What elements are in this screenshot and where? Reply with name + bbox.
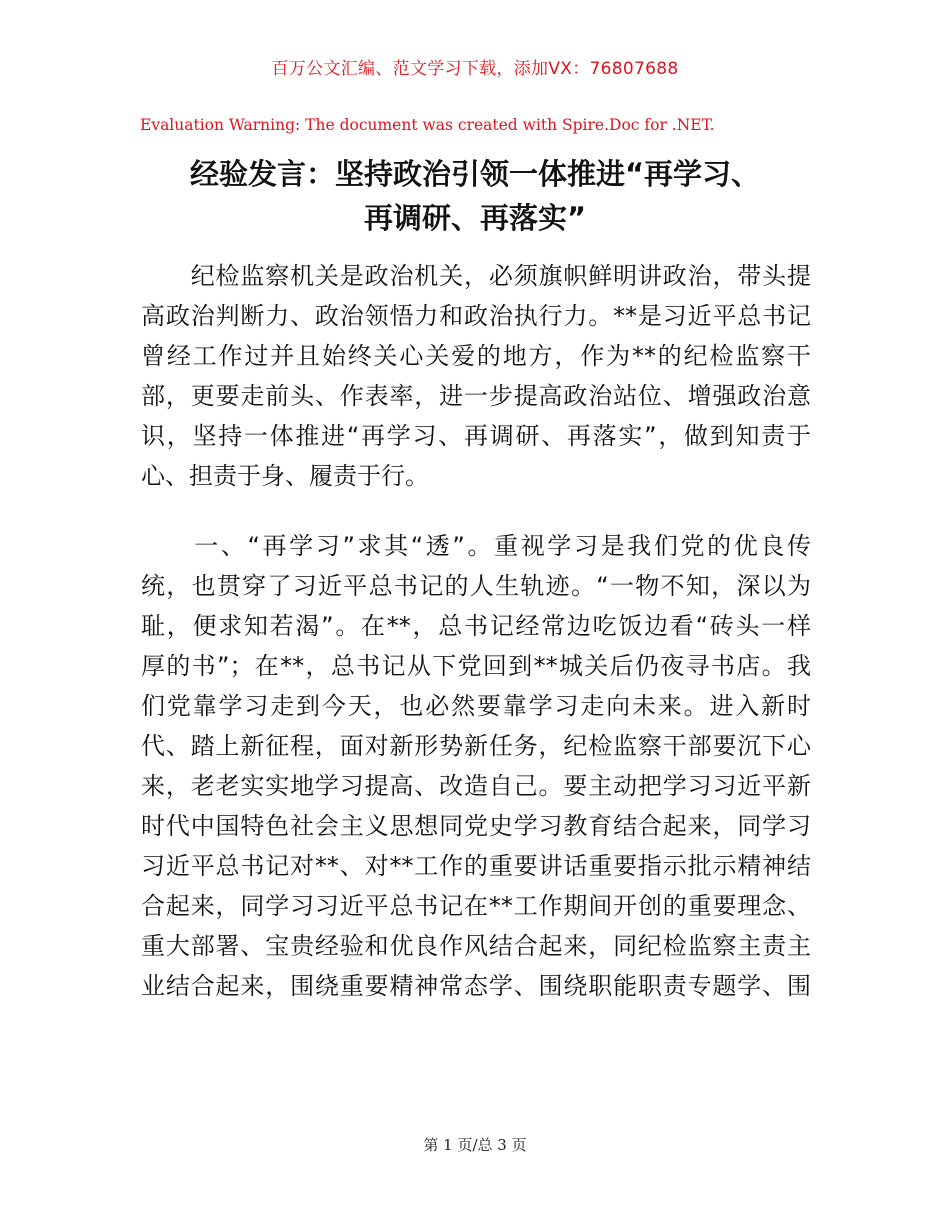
page-number: 第 1 页/总 3 页 (423, 1136, 527, 1154)
text-line: 一、“再学习”求其“透”。重视学习是我们党的优良传 (141, 532, 811, 560)
text-line: 们党靠学习走到今天，也必然要靠学习走向未来。进入新时 (141, 692, 811, 720)
text-line: 业结合起来，围绕重要精神常态学、围绕职能职责专题学、围 (141, 972, 811, 1000)
header-banner: 百万公文汇编、范文学习下载，添加VX：76807688 (271, 59, 679, 79)
text-line: 纪检监察机关是政治机关，必须旗帜鲜明讲政治，带头提 (141, 262, 811, 290)
title-line: 再调研、再落实” (363, 201, 587, 235)
text-line: 高政治判断力、政治领悟力和政治执行力。**是习近平总书记 (141, 302, 811, 330)
evaluation-warning: Evaluation Warning: The document was created with Spire.Doc for .NET. (140, 116, 715, 134)
text-line: 代、踏上新征程，面对新形势新任务，纪检监察干部要沉下心 (141, 732, 811, 760)
text-line: 习近平总书记对**、对**工作的重要讲话重要指示批示精神结 (141, 852, 811, 880)
text-line: 识，坚持一体推进“再学习、再调研、再落实”，做到知责于 (141, 422, 811, 450)
title-line: 经验发言：坚持政治引领一体推进“再学习、 (189, 157, 761, 191)
text-line: 曾经工作过并且始终关心关爱的地方，作为**的纪检监察干 (141, 342, 811, 370)
text-line: 耻，便求知若渴”。在**，总书记经常边吃饭边看“砖头一样 (141, 612, 811, 640)
text-line: 时代中国特色社会主义思想同党史学习教育结合起来，同学习 (141, 812, 811, 840)
text-line: 心、担责于身、履责于行。 (141, 462, 429, 490)
text-line: 部，更要走前头、作表率，进一步提高政治站位、增强政治意 (141, 382, 811, 410)
paragraph-intro (141, 256, 811, 496)
paragraph-section-one (141, 526, 811, 1006)
text-line: 重大部署、宝贵经验和优良作风结合起来，同纪检监察主责主 (141, 932, 811, 960)
text-line: 合起来，同学习习近平总书记在**工作期间开创的重要理念、 (141, 892, 811, 920)
text-line: 来，老老实实地学习提高、改造自己。要主动把学习习近平新 (141, 772, 811, 800)
text-line: 厚的书”；在**，总书记从下党回到**城关后仍夜寻书店。我 (141, 652, 811, 680)
document-title (110, 152, 840, 240)
text-line: 统，也贯穿了习近平总书记的人生轨迹。“一物不知，深以为 (141, 572, 811, 600)
